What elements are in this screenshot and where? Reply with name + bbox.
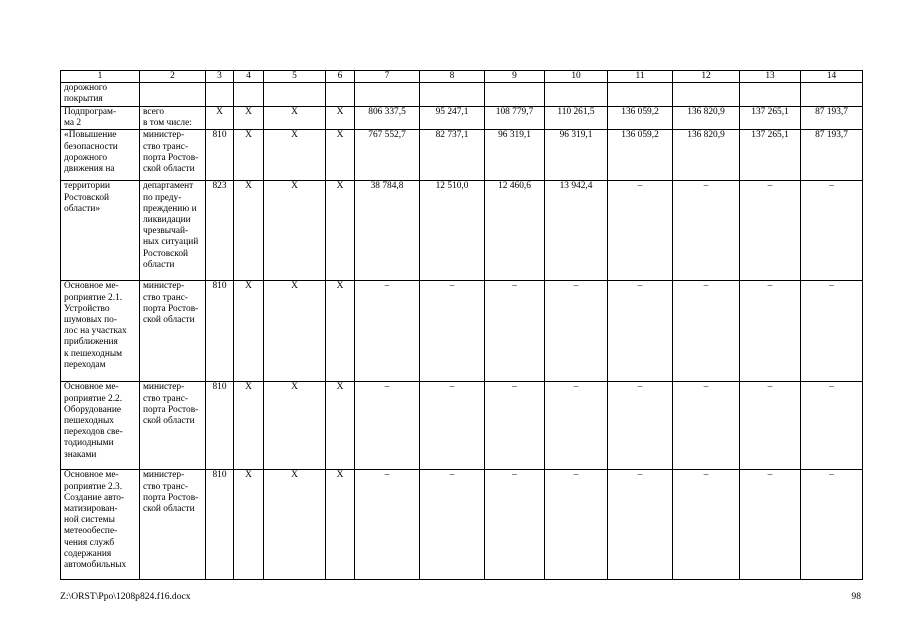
program-cell: территории Ростовской области» [61,181,140,281]
value-cell [206,83,234,107]
value-cell: X [326,130,355,181]
value-cell: 96 319,1 [545,130,608,181]
value-cell: 767 552,7 [355,130,420,181]
column-header: 6 [326,71,355,83]
value-cell: – [485,281,545,382]
value-cell: 87 193,7 [801,130,863,181]
value-cell: X [206,107,234,130]
value-cell: X [234,470,264,580]
program-cell: Основное ме- роприятие 2.3. Создание авто- матизирован- ной системы метеообеспе- чения служб содержания автомобильных [61,470,140,580]
executor-cell: всего в том числе: [140,107,206,130]
column-header: 4 [234,71,264,83]
value-cell: – [355,281,420,382]
executor-cell: министер- ство транс- порта Ростов- ской области [140,281,206,382]
column-header: 12 [673,71,740,83]
value-cell: – [801,181,863,281]
value-cell: 136 059,2 [608,107,673,130]
executor-cell: министер- ство транс- порта Ростов- ской области [140,130,206,181]
value-cell: 136 820,9 [673,130,740,181]
budget-table [60,70,863,580]
value-cell: 810 [206,281,234,382]
program-cell: дорожного покрытия [61,83,140,107]
value-cell: – [355,382,420,470]
value-cell: X [264,130,326,181]
value-cell [355,83,420,107]
value-cell: 13 942,4 [545,181,608,281]
column-header: 8 [420,71,485,83]
value-cell: X [326,107,355,130]
value-cell: 12 510,0 [420,181,485,281]
file-path: Z:\ORST\Ppo\1208p824.f16.docx [60,591,191,602]
value-cell: X [234,130,264,181]
value-cell: 96 319,1 [485,130,545,181]
value-cell: – [420,281,485,382]
value-cell: – [740,181,801,281]
column-header: 10 [545,71,608,83]
value-cell: X [326,470,355,580]
program-cell: Основное ме- роприятие 2.1. Устройство шумовых по- лос на участках приближения к пешеходным переходам [61,281,140,382]
value-cell: 810 [206,470,234,580]
value-cell: X [264,107,326,130]
value-cell: – [545,382,608,470]
value-cell: – [673,181,740,281]
value-cell: – [801,470,863,580]
value-cell [420,83,485,107]
column-header: 14 [801,71,863,83]
value-cell: 806 337,5 [355,107,420,130]
page-number: 98 [851,591,861,602]
program-cell: «Повышение безопасности дорожного движения на [61,130,140,181]
value-cell: – [608,470,673,580]
value-cell: 95 247,1 [420,107,485,130]
value-cell [673,83,740,107]
executor-cell: министер- ство транс- порта Ростов- ской области [140,470,206,580]
table-row [61,470,863,580]
column-header: 11 [608,71,673,83]
value-cell: 136 820,9 [673,107,740,130]
value-cell: X [326,281,355,382]
value-cell: – [608,181,673,281]
value-cell [740,83,801,107]
header-row [61,71,863,83]
value-cell: – [673,470,740,580]
value-cell: X [234,181,264,281]
table-row [61,281,863,382]
table-row [61,130,863,181]
table-row [61,382,863,470]
value-cell: – [545,281,608,382]
value-cell: X [264,181,326,281]
value-cell: X [264,382,326,470]
value-cell: – [673,281,740,382]
executor-cell: департамент по преду- преждению и ликвидации чрезвычай- ных ситуаций Ростовской области [140,181,206,281]
value-cell: 810 [206,382,234,470]
value-cell: X [326,382,355,470]
table-row [61,107,863,130]
column-header: 7 [355,71,420,83]
value-cell: X [234,107,264,130]
column-header: 1 [61,71,140,83]
value-cell [545,83,608,107]
value-cell: – [608,281,673,382]
value-cell: 810 [206,130,234,181]
value-cell: – [420,470,485,580]
value-cell: – [420,382,485,470]
value-cell: 38 784,8 [355,181,420,281]
value-cell [326,83,355,107]
executor-cell [140,83,206,107]
value-cell: X [234,382,264,470]
table-row [61,181,863,281]
value-cell: 87 193,7 [801,107,863,130]
column-header: 5 [264,71,326,83]
value-cell: X [234,281,264,382]
value-cell: 82 737,1 [420,130,485,181]
value-cell: – [485,470,545,580]
value-cell [608,83,673,107]
value-cell [801,83,863,107]
value-cell: – [355,470,420,580]
value-cell: 823 [206,181,234,281]
program-cell: Подпрограм- ма 2 [61,107,140,130]
value-cell [234,83,264,107]
executor-cell: министер- ство транс- порта Ростов- ской области [140,382,206,470]
value-cell: – [740,281,801,382]
value-cell: – [545,470,608,580]
value-cell: X [264,281,326,382]
column-header: 13 [740,71,801,83]
value-cell: – [740,470,801,580]
value-cell: 108 779,7 [485,107,545,130]
value-cell: 137 265,1 [740,130,801,181]
value-cell: – [801,281,863,382]
value-cell: X [264,470,326,580]
value-cell: – [673,382,740,470]
column-header: 2 [140,71,206,83]
value-cell: – [608,382,673,470]
value-cell: 110 261,5 [545,107,608,130]
value-cell: 137 265,1 [740,107,801,130]
value-cell: X [326,181,355,281]
value-cell: 12 460,6 [485,181,545,281]
column-header: 9 [485,71,545,83]
table-row [61,83,863,107]
value-cell: – [740,382,801,470]
value-cell: – [485,382,545,470]
value-cell: – [801,382,863,470]
value-cell: 136 059,2 [608,130,673,181]
program-cell: Основное ме- роприятие 2.2. Оборудование пешеходных переходов све- тодиодными знаками [61,382,140,470]
column-header: 3 [206,71,234,83]
value-cell [264,83,326,107]
value-cell [485,83,545,107]
